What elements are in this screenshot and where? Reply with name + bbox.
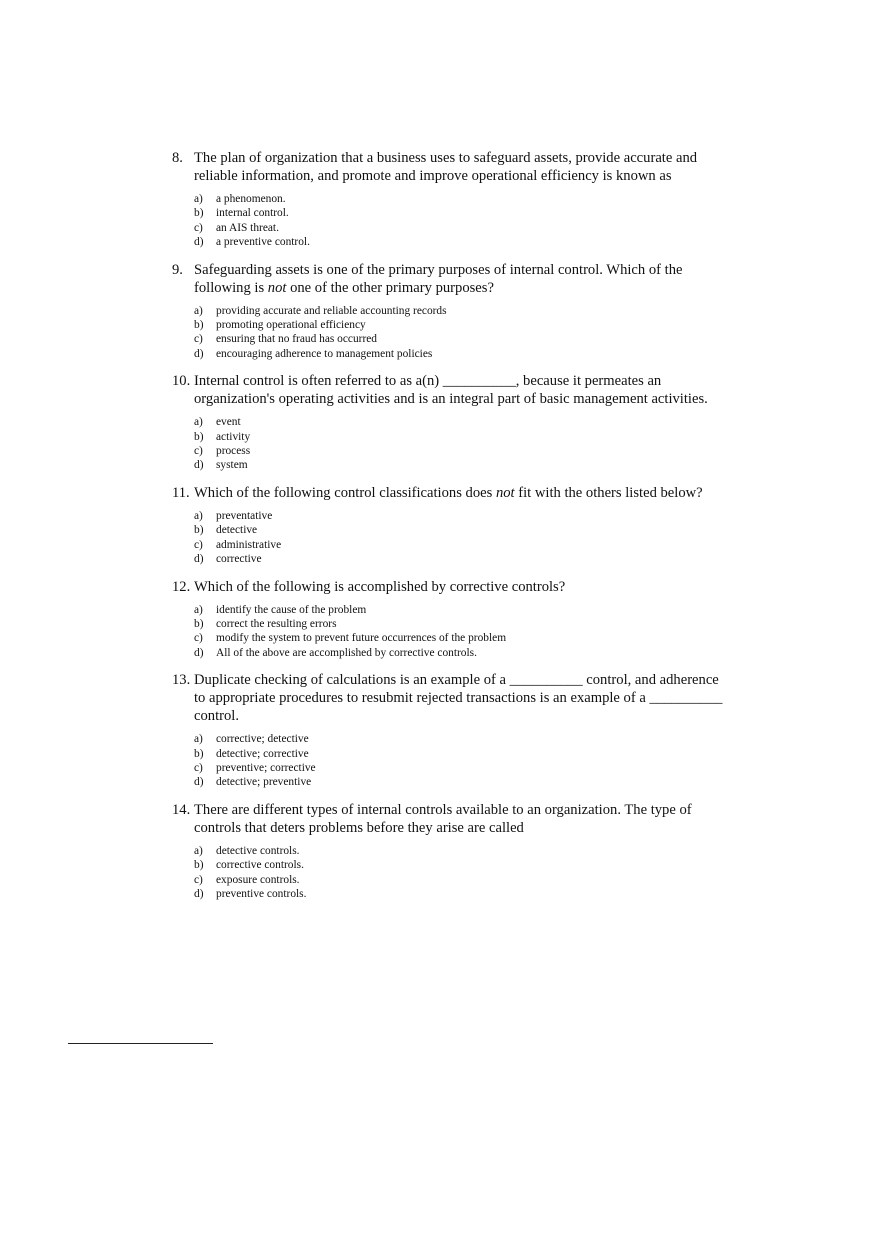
answer-options	[194, 415, 732, 473]
question-text: Safeguarding assets is one of the primary purposes of internal control. Which of the following is not one of the other primary purposes?	[194, 261, 683, 296]
question-stem	[172, 801, 732, 837]
answer-option-a: a) event	[194, 416, 241, 429]
answer-options	[194, 844, 732, 902]
question-number: 13.	[172, 672, 191, 689]
question-stem	[172, 484, 732, 502]
answer-options	[194, 509, 732, 567]
answer-option-c: c) an AIS threat.	[194, 221, 279, 234]
question-stem	[172, 671, 732, 725]
answer-option-a: a) a phenomenon.	[194, 193, 286, 205]
emphasis-not: not	[267, 279, 287, 296]
answer-option-c: c) administrative	[194, 538, 282, 551]
question-9	[172, 261, 732, 362]
answer-option-d: d) All of the above are accomplished by corrective controls.	[194, 646, 477, 659]
answer-options	[194, 192, 732, 250]
question-number: 14.	[172, 801, 191, 818]
answer-option-d: d) encouraging adherence to management policies	[194, 347, 433, 360]
answer-option-d: d) detective; preventive	[194, 776, 312, 789]
emphasis-not: not	[495, 484, 515, 501]
question-stem	[172, 261, 732, 297]
question-number: 8.	[172, 150, 183, 166]
answer-option-b: b) detective; corrective	[194, 747, 309, 760]
question-number: 12.	[172, 578, 191, 595]
answer-option-a: a) corrective; detective	[194, 733, 309, 746]
answer-options	[194, 732, 732, 790]
answer-option-d: d) corrective	[194, 553, 262, 566]
answer-option-c: c) process	[194, 445, 251, 458]
answer-options	[194, 304, 732, 362]
question-number: 9.	[172, 261, 183, 278]
question-text: Internal control is often referred to as a(n) __________, because it permeates an organization's operating activities and is an integral part of basic management activities.	[194, 373, 708, 408]
answer-option-c: c) ensuring that no fraud has occurred	[194, 333, 377, 346]
answer-option-c: c) preventive; corrective	[194, 761, 316, 774]
answer-option-a: a) preventative	[194, 509, 273, 522]
question-list	[172, 149, 732, 912]
answer-option-a: a) identify the cause of the problem	[194, 603, 367, 616]
question-number: 10.	[172, 373, 191, 390]
question-14	[172, 801, 732, 902]
question-text: Duplicate checking of calculations is an example of a __________ control, and adherence to appropriate procedures to resubmit rejected transactions is an example of a __________ control.	[194, 672, 723, 725]
footnote-separator	[68, 1043, 213, 1044]
answer-option-a: a) detective controls.	[194, 844, 300, 857]
answer-option-b: b) promoting operational efficiency	[194, 319, 366, 332]
question-stem	[172, 578, 732, 596]
answer-option-b: b) detective	[194, 524, 258, 537]
question-text: Which of the following is accomplished by corrective controls?	[194, 578, 566, 595]
answer-option-b: b) activity	[194, 430, 251, 443]
question-13	[172, 671, 732, 790]
answer-option-c: c) modify the system to prevent future occurrences of the problem	[194, 632, 507, 645]
question-text: The plan of organization that a business uses to safeguard assets, provide accurate and reliable information, and promote and improve operational efficiency is known as	[194, 150, 698, 184]
question-10	[172, 372, 732, 473]
answer-option-d: d) system	[194, 459, 248, 472]
answer-option-c: c) exposure controls.	[194, 873, 300, 886]
question-number: 11.	[172, 484, 190, 501]
question-text: Which of the following control classifications does not fit with the others listed below?	[194, 484, 703, 501]
answer-option-b: b) corrective controls.	[194, 859, 304, 872]
question-stem	[172, 149, 732, 185]
answer-options	[194, 603, 732, 661]
question-8	[172, 149, 732, 250]
answer-option-d: d) a preventive control.	[194, 236, 310, 249]
question-stem	[172, 372, 732, 408]
answer-option-a: a) providing accurate and reliable accounting records	[194, 304, 447, 317]
answer-option-d: d) preventive controls.	[194, 887, 307, 900]
question-11	[172, 484, 732, 567]
answer-option-b: b) internal control.	[194, 207, 289, 220]
answer-option-b: b) correct the resulting errors	[194, 617, 337, 630]
question-12	[172, 578, 732, 661]
question-text: There are different types of internal controls available to an organization. The type of controls that deters problems before they arise are called	[194, 801, 692, 836]
